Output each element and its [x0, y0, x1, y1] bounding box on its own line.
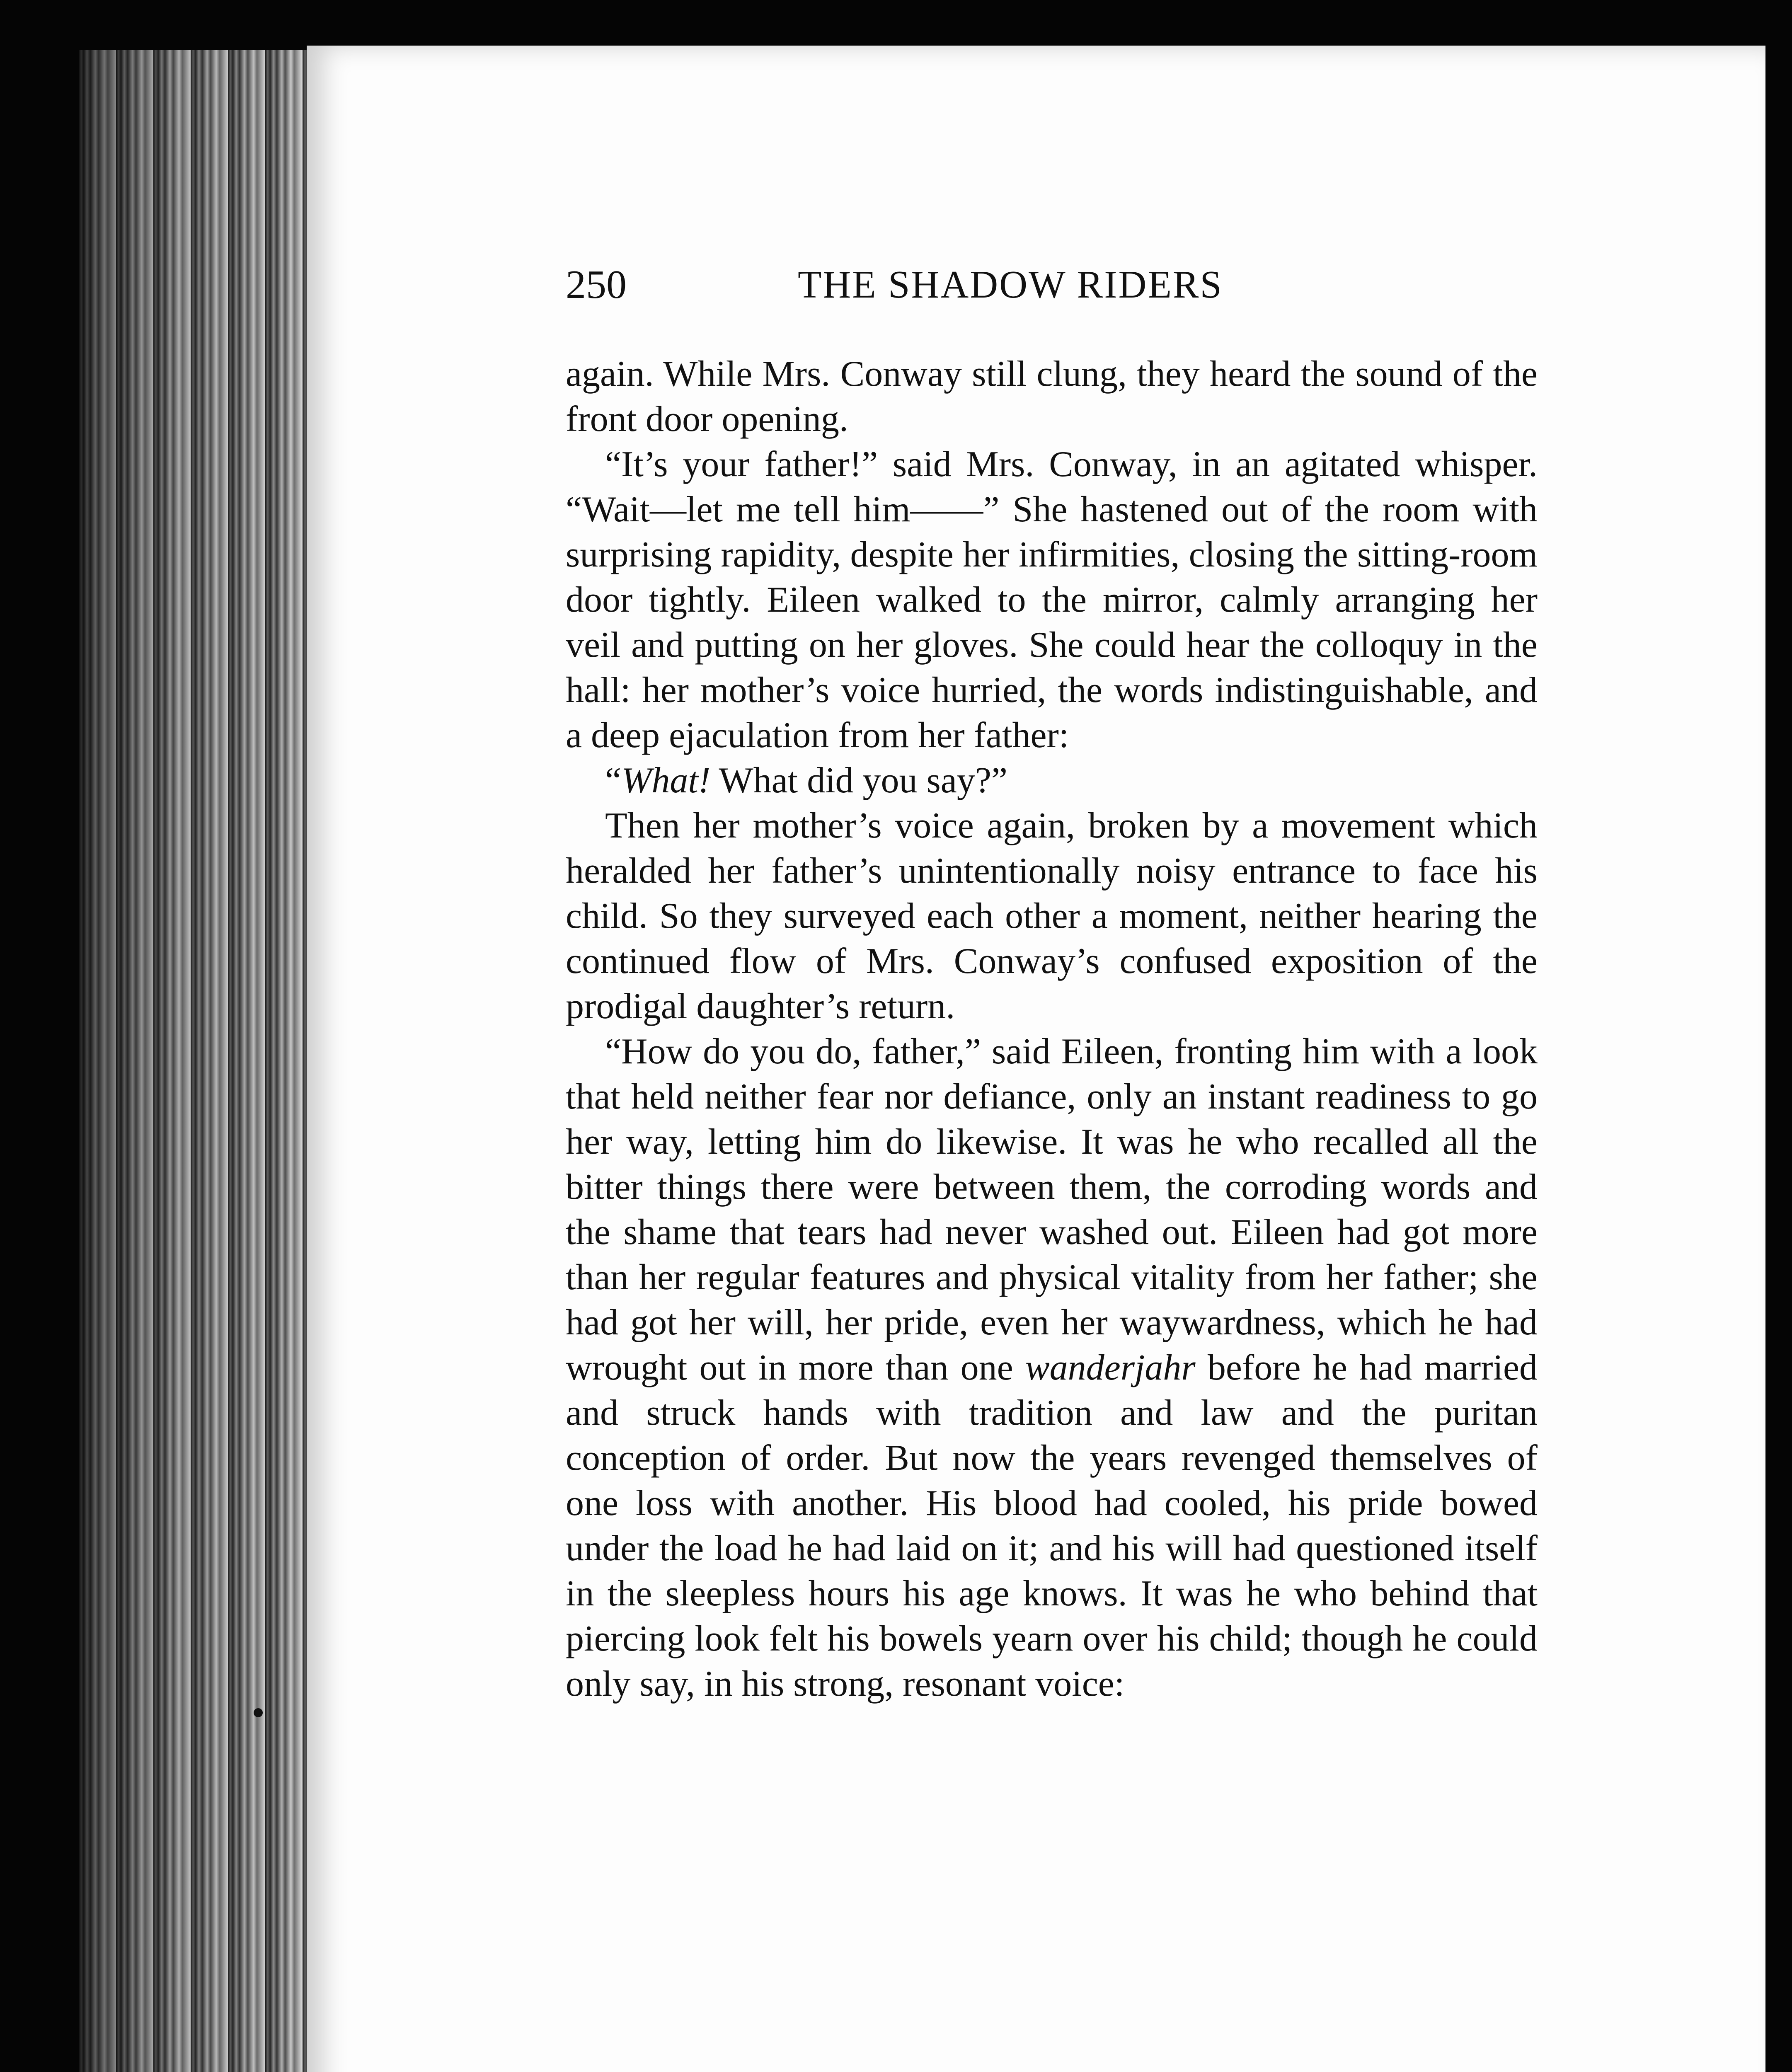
- body-text: [566, 351, 1538, 1706]
- book-page-edges: [79, 50, 311, 2072]
- text-run: Then her mother’s voice again, broken by a movement which heralded her father’s unintentionally noisy entrance to face his child. So they surveyed each other a moment, neither hearing the continued flow of Mrs. Conway’s confused exposition of the prodigal daughter’s return.: [566, 806, 1538, 1026]
- paragraph: [566, 1029, 1538, 1706]
- ink-speck: [254, 1708, 263, 1717]
- text-run: before he had married and struck hands with tradition and law and the puritan conception of order. But now the years revenged themselves of one loss with another. His blood had cooled, his pride bowed under the load he had laid on it; and his will had questioned itself in the sleepless hours his age knows. It was he who behind that piercing look felt his bowels yearn over his child; though he could only say, in his strong, resonant voice:: [566, 1348, 1538, 1704]
- italic-text: What!: [621, 760, 711, 801]
- paragraph: [566, 803, 1538, 1029]
- text-run: again. While Mrs. Conway still clung, they heard the sound of the front door opening.: [566, 354, 1538, 439]
- page-header: [566, 258, 1535, 312]
- text-run: “How do you do, father,” said Eileen, fronting him with a look that held neither fear nor defiance, only an instant readiness to go her way, letting him do likewise. It was he who recalled all the bitter things there were between them, the corroding words and the shame that tears had never washed out. Eileen had got more than her regular features and physical vitality from her father; she had got her will, her pride, even her waywardness, which he had wrought out in more than one: [566, 1031, 1538, 1388]
- running-title: THE SHADOW RIDERS: [798, 263, 1223, 306]
- page-number: 250: [566, 262, 627, 307]
- text-run: What did you say?”: [710, 760, 1007, 801]
- paragraph: [566, 351, 1538, 442]
- paragraph: [566, 758, 1538, 803]
- text-run: “It’s your father!” said Mrs. Conway, in an agitated whisper. “Wait—let me tell him——” She hastened out of the room with surprising rapidity, despite her infirmities, closing the sitting-room door tightly. Eileen walked to the mirror, calmly arranging her veil and putting on her gloves. She could hear the colloquy in the hall: her mother’s voice hurried, the words indistinguishable, and a deep ejaculation from her father:: [566, 444, 1538, 755]
- italic-text: wanderjahr: [1025, 1348, 1196, 1388]
- paragraph: [566, 442, 1538, 758]
- text-run: “: [605, 760, 622, 801]
